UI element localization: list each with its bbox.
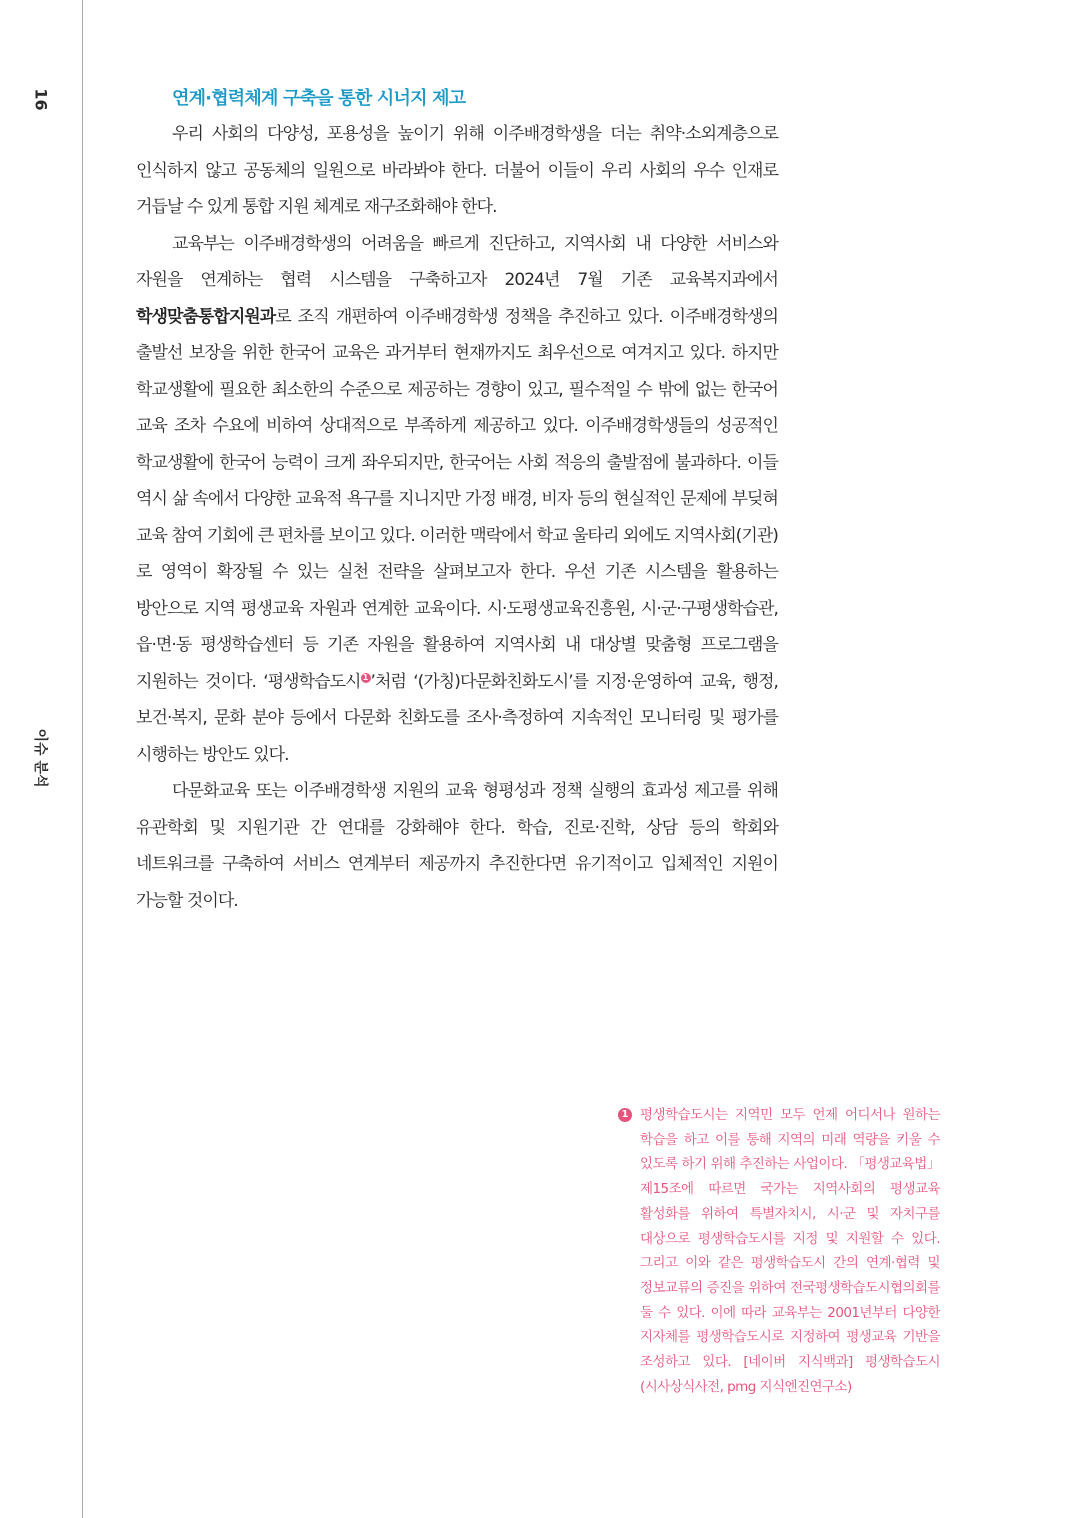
footnote xyxy=(618,1103,940,1399)
sidebar-divider xyxy=(82,0,83,1518)
paragraph-2-text-c: ’처럼 ‘(가칭)다문화친화도시’를 지정·운영하여 교육, 행정, 보건·복지, 문화 분야 등에서 다문화 친화도를 조사·측정하여 지속적인 모니터링 및 평가를 시행하는 방안도 있다. xyxy=(136,671,778,765)
paragraph-2 xyxy=(136,226,778,774)
article-body xyxy=(136,84,778,919)
footnote-marker: 1 xyxy=(618,1108,632,1122)
section-label: 이슈 분석 xyxy=(32,728,48,788)
paragraph-1: 우리 사회의 다양성, 포용성을 높이기 위해 이주배경학생을 더는 취약·소외계층으로 인식하지 않고 공동체의 일원으로 바라봐야 한다. 더불어 이들이 우리 사회의 우수 인재로 거듭날 수 있게 통합 지원 체계로 재구조화해야 한다. xyxy=(136,124,778,217)
paragraph-2-text-b: 로 조직 개편하여 이주배경학생 정책을 추진하고 있다. 이주배경학생의 출발선 보장을 위한 한국어 교육은 과거부터 현재까지도 최우선으로 여겨지고 있다. 하지만 학교생활에 필요한 최소한의 수준으로 제공하는 경향이 있고, 필수적일 수 밖에 없는 한국어 교육 조차 수요에 비하여 상대적으로 부족하게 제공하고 있다. 이주배경학생들의 성공적인 학교생활에 한국어 능력이 크게 좌우되지만, 한국어는 사회 적응의 출발점에 불과하다. 이들 역시 삶 속에서 다양한 교육적 욕구를 지니지만 가정 배경, 비자 등의 현실적인 문제에 부딪혀 교육 참여 기회에 큰 편차를 보이고 있다. 이러한 맥락에서 학교 울타리 외에도 지역사회(기관)로 영역이 확장될 수 있는 실천 전략을 살펴보고자 한다. 우선 기존 시스템을 활용하는 방안으로 지역 평생교육 자원과 연계한 교육이다. 시·도평생교육진흥원, 시·군·구평생학습관, 읍·면·동 평생학습센터 등 기존 자원을 활용하여 지역사회 내 대상별 맞춤형 프로그램을 지원하는 것이다. ‘평생학습도시 xyxy=(136,306,778,692)
paragraph-3: 다문화교육 또는 이주배경학생 지원의 교육 형평성과 정책 실행의 효과성 제고를 위해 유관학회 및 지원기관 간 연대를 강화해야 한다. 학습, 진로·진학, 상담 등의 학회와 네트워크를 구축하여 서비스 연계부터 제공까지 추진한다면 유기적이고 입체적인 지원이 가능할 것이다. xyxy=(136,781,778,911)
footnote-text: 평생학습도시는 지역민 모두 언제 어디서나 원하는 학습을 하고 이를 통해 지역의 미래 역량을 키울 수 있도록 하기 위해 추진하는 사업이다. 「평생교육법」 제15조에 따르면 국가는 지역사회의 평생교육 활성화를 위하여 특별자치시, 시·군 및 자치구를 대상으로 평생학습도시를 지정 및 지원할 수 있다. 그리고 이와 같은 평생학습도시 간의 연계·협력 및 정보교류의 증진을 위하여 전국평생학습도시협의회를 둘 수 있다. 이에 따라 교육부는 2001년부터 다양한 지자체를 평생학습도시로 지정하여 평생교육 기반을 조성하고 있다. [네이버 지식백과] 평생학습도시 (시사상식사전, pmg 지식엔진연구소) xyxy=(640,1107,940,1395)
page-number: 16 xyxy=(31,88,51,111)
paragraph-2-bold-term: 학생맞춤통합지원과 xyxy=(136,306,276,327)
footnote-reference[interactable]: 1 xyxy=(361,673,371,683)
paragraph-2-text-a: 교육부는 이주배경학생의 어려움을 빠르게 진단하고, 지역사회 내 다양한 서비스와 자원을 연계하는 협력 시스템을 구축하고자 2024년 7월 기존 교육복지과에서 xyxy=(136,233,778,290)
section-heading: 연계·협력체계 구축을 통한 시너지 제고 xyxy=(172,88,466,109)
